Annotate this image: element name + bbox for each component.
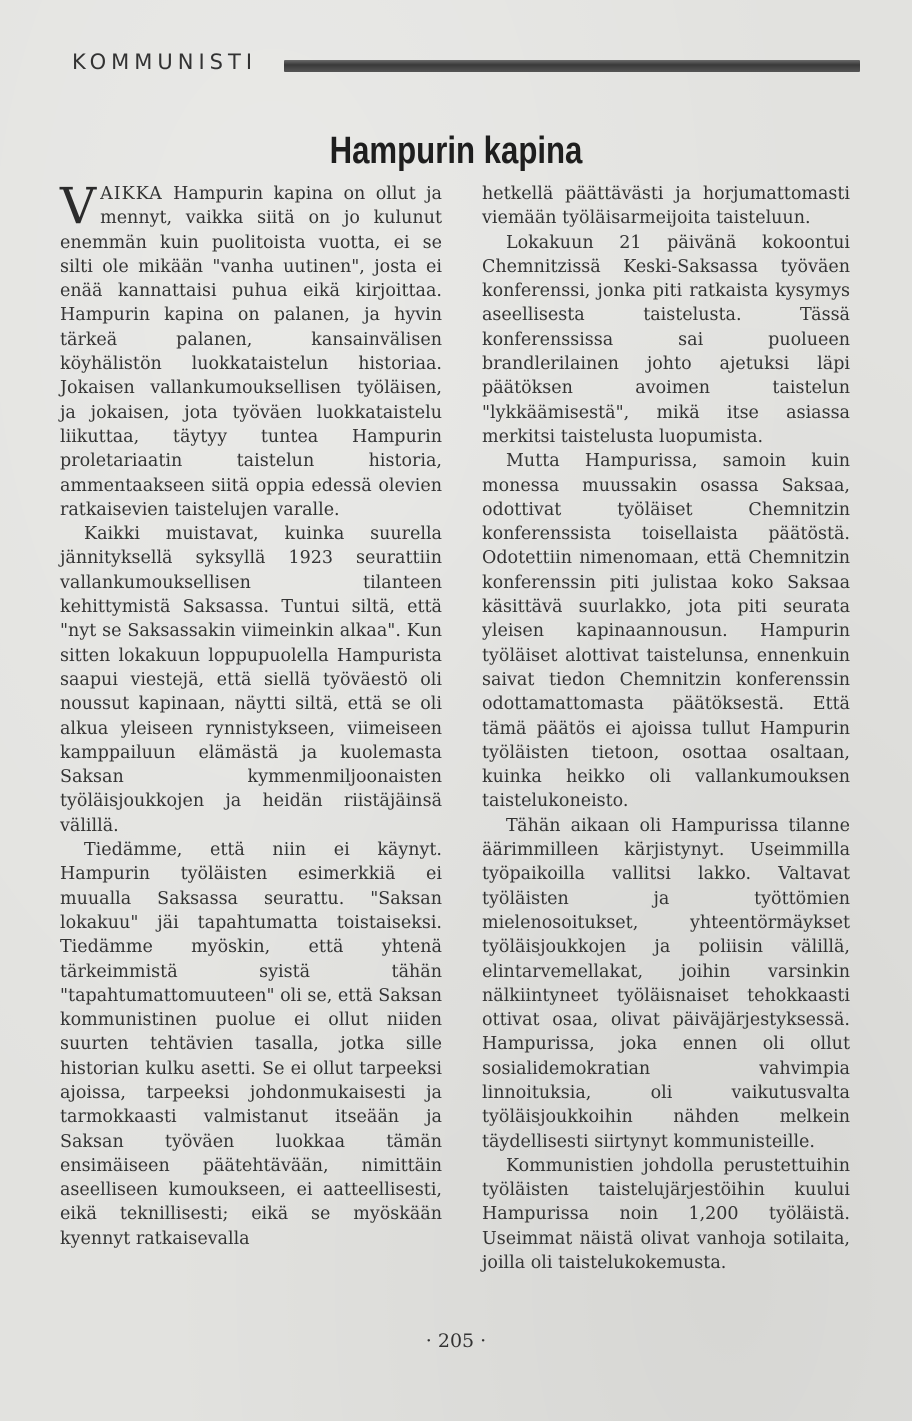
paragraph-4: hetkellä päättävästi ja horjumattomasti viemään työläisarmeijoita taisteluun. (482, 184, 850, 229)
paragraph-1-text: Hampurin kapina on ollut ja mennyt, vaikka siitä on jo kulunut enemmän kuin puolitoista vuotta, ei se silti ole mikään "vanha uutinen", josta ei enää kannattaisi puhua eikä kirjoittaa. Hampurin kapina on palanen, ja hyvin tärkeä palanen, kansainvälisen köyhälistön luokkataistelun historiaa. Jokaisen vallankumouksellisen työläisen, ja jokaisen, jota työväen luokkataistelu liikuttaa, täytyy tuntea Hampurin proletariaatin taistelun historia, ammentaakseen siitä oppia edessä olevien ratkaisevien taistelujen varalle. (60, 184, 442, 520)
paragraph-3: Tiedämme, että niin ei käynyt. Hampurin työläisten esimerkkiä ei muualla Saksassa seurattu. "Saksan lokakuu" jäi tapahtumatta toistaiseksi. Tiedämme myöskin, että yhtenä tärkeimmistä syistä tähän "tapahtumattomuuteen" oli se, että Saksan kommunistinen puolue ei ollut niiden suurten tehtävien tasalla, jotka sille historian kulku asetti. Se ei ollut tarpeeksi ajoissa, tarpeeksi johdonmukaisesti ja tarmokkaasti valmistanut itseään ja Saksan työväen luokkaa tämän ensimäiseen päätehtävään, nimittäin aseelliseen kumoukseen, ei aatteellisesti, eikä teknillisesti; eikä se myöskään kyennyt ratkaisevalla (60, 840, 443, 1249)
left-column (60, 177, 443, 1251)
drop-cap: V (60, 177, 97, 235)
opening-word: AIKKA (100, 184, 163, 204)
right-column (482, 182, 850, 1275)
paragraph-5: Lokakuun 21 päivänä kokoontui Chemnitzissä Keski-Saksassa työväen konferenssi, jonka piti ratkaista kysymys aseellisesta taistelusta. Tässä konferenssissa sai puolueen brandlerilainen johto ajetuksi läpi päätöksen avoimen taistelun "lykkäämisestä", mikä itse asiassa merkitsi taistelusta luopumista. (482, 232, 850, 447)
page-header (72, 50, 862, 90)
header-rule (284, 60, 860, 72)
paragraph-2: Kaikki muistavat, kuinka suurella jännityksellä syksyllä 1923 seurattiin vallankumouksellisen tilanteen kehittymistä Saksassa. Tuntui siltä, että "nyt se Saksassakin viimeinkin alkaa". Kun sitten lokakuun loppupuolella Hampurista saapui viestejä, että siellä työväestö oli noussut kapinaan, näytti siltä, että se oli alkua yleiseen rynnistykseen, viimeiseen kamppailuun elämästä ja kuolemasta Saksan kymmenmiljoonaisten työläisjoukkojen ja heidän riistäjäinsä välillä. (60, 524, 442, 836)
page-number: · 205 · (425, 1330, 487, 1352)
paragraph-1 (60, 177, 442, 522)
paragraph-7: Tähän aikaan oli Hampurissa tilanne äärimmilleen kärjistynyt. Useimmilla työpaikoilla vallitsi lakko. Valtavat työläisten ja työttömien mielenosoitukset, yhteentörmäykset työläisjoukkojen ja poliisin välillä, elintarvemellakat, joihin varsinkin nälkiintyneet työläisnaiset tehokkaasti ottivat osaa, olivat päiväjärjestyksessä. Hampurissa, joka ennen oli ollut sosialidemokratian vahvimpia linnoituksia, oli vaikutusvalta työläisjoukkoihin nähden melkein täydellisesti siirtynyt kommunisteille. (482, 815, 850, 1152)
paragraph-8: Kommunistien johdolla perustettuihin työläisten taistelujärjestöihin kuului Hampurissa noin 1,200 työläistä. Useimmat näistä olivat vanhoja sotilaita, joilla oli taistelukokemusta. (482, 1155, 850, 1274)
running-head: KOMMUNISTI (72, 50, 258, 74)
article-title: Hampurin kapina (329, 130, 583, 172)
paragraph-6: Mutta Hampurissa, samoin kuin monessa muussakin osassa Saksaa, odottivat työläiset Chemnitzin konferenssista toisellaista päätöstä. Odotettiin nimenomaan, että Chemnitzin konferenssin piti julistaa koko Saksaa käsittävä suurlakko, jota piti seurata yleisen kapinaannousun. Hampurin työläiset alottivat taistelunsa, ennenkuin saivat tiedon Chemnitzin konferenssin odottamattomasta päätöksestä. Että tämä päätös ei ajoissa tullut Hampurin työläisten tietoon, osottaa osaltaan, kuinka heikko oli vallankumouksen taistelukoneisto. (482, 451, 850, 812)
